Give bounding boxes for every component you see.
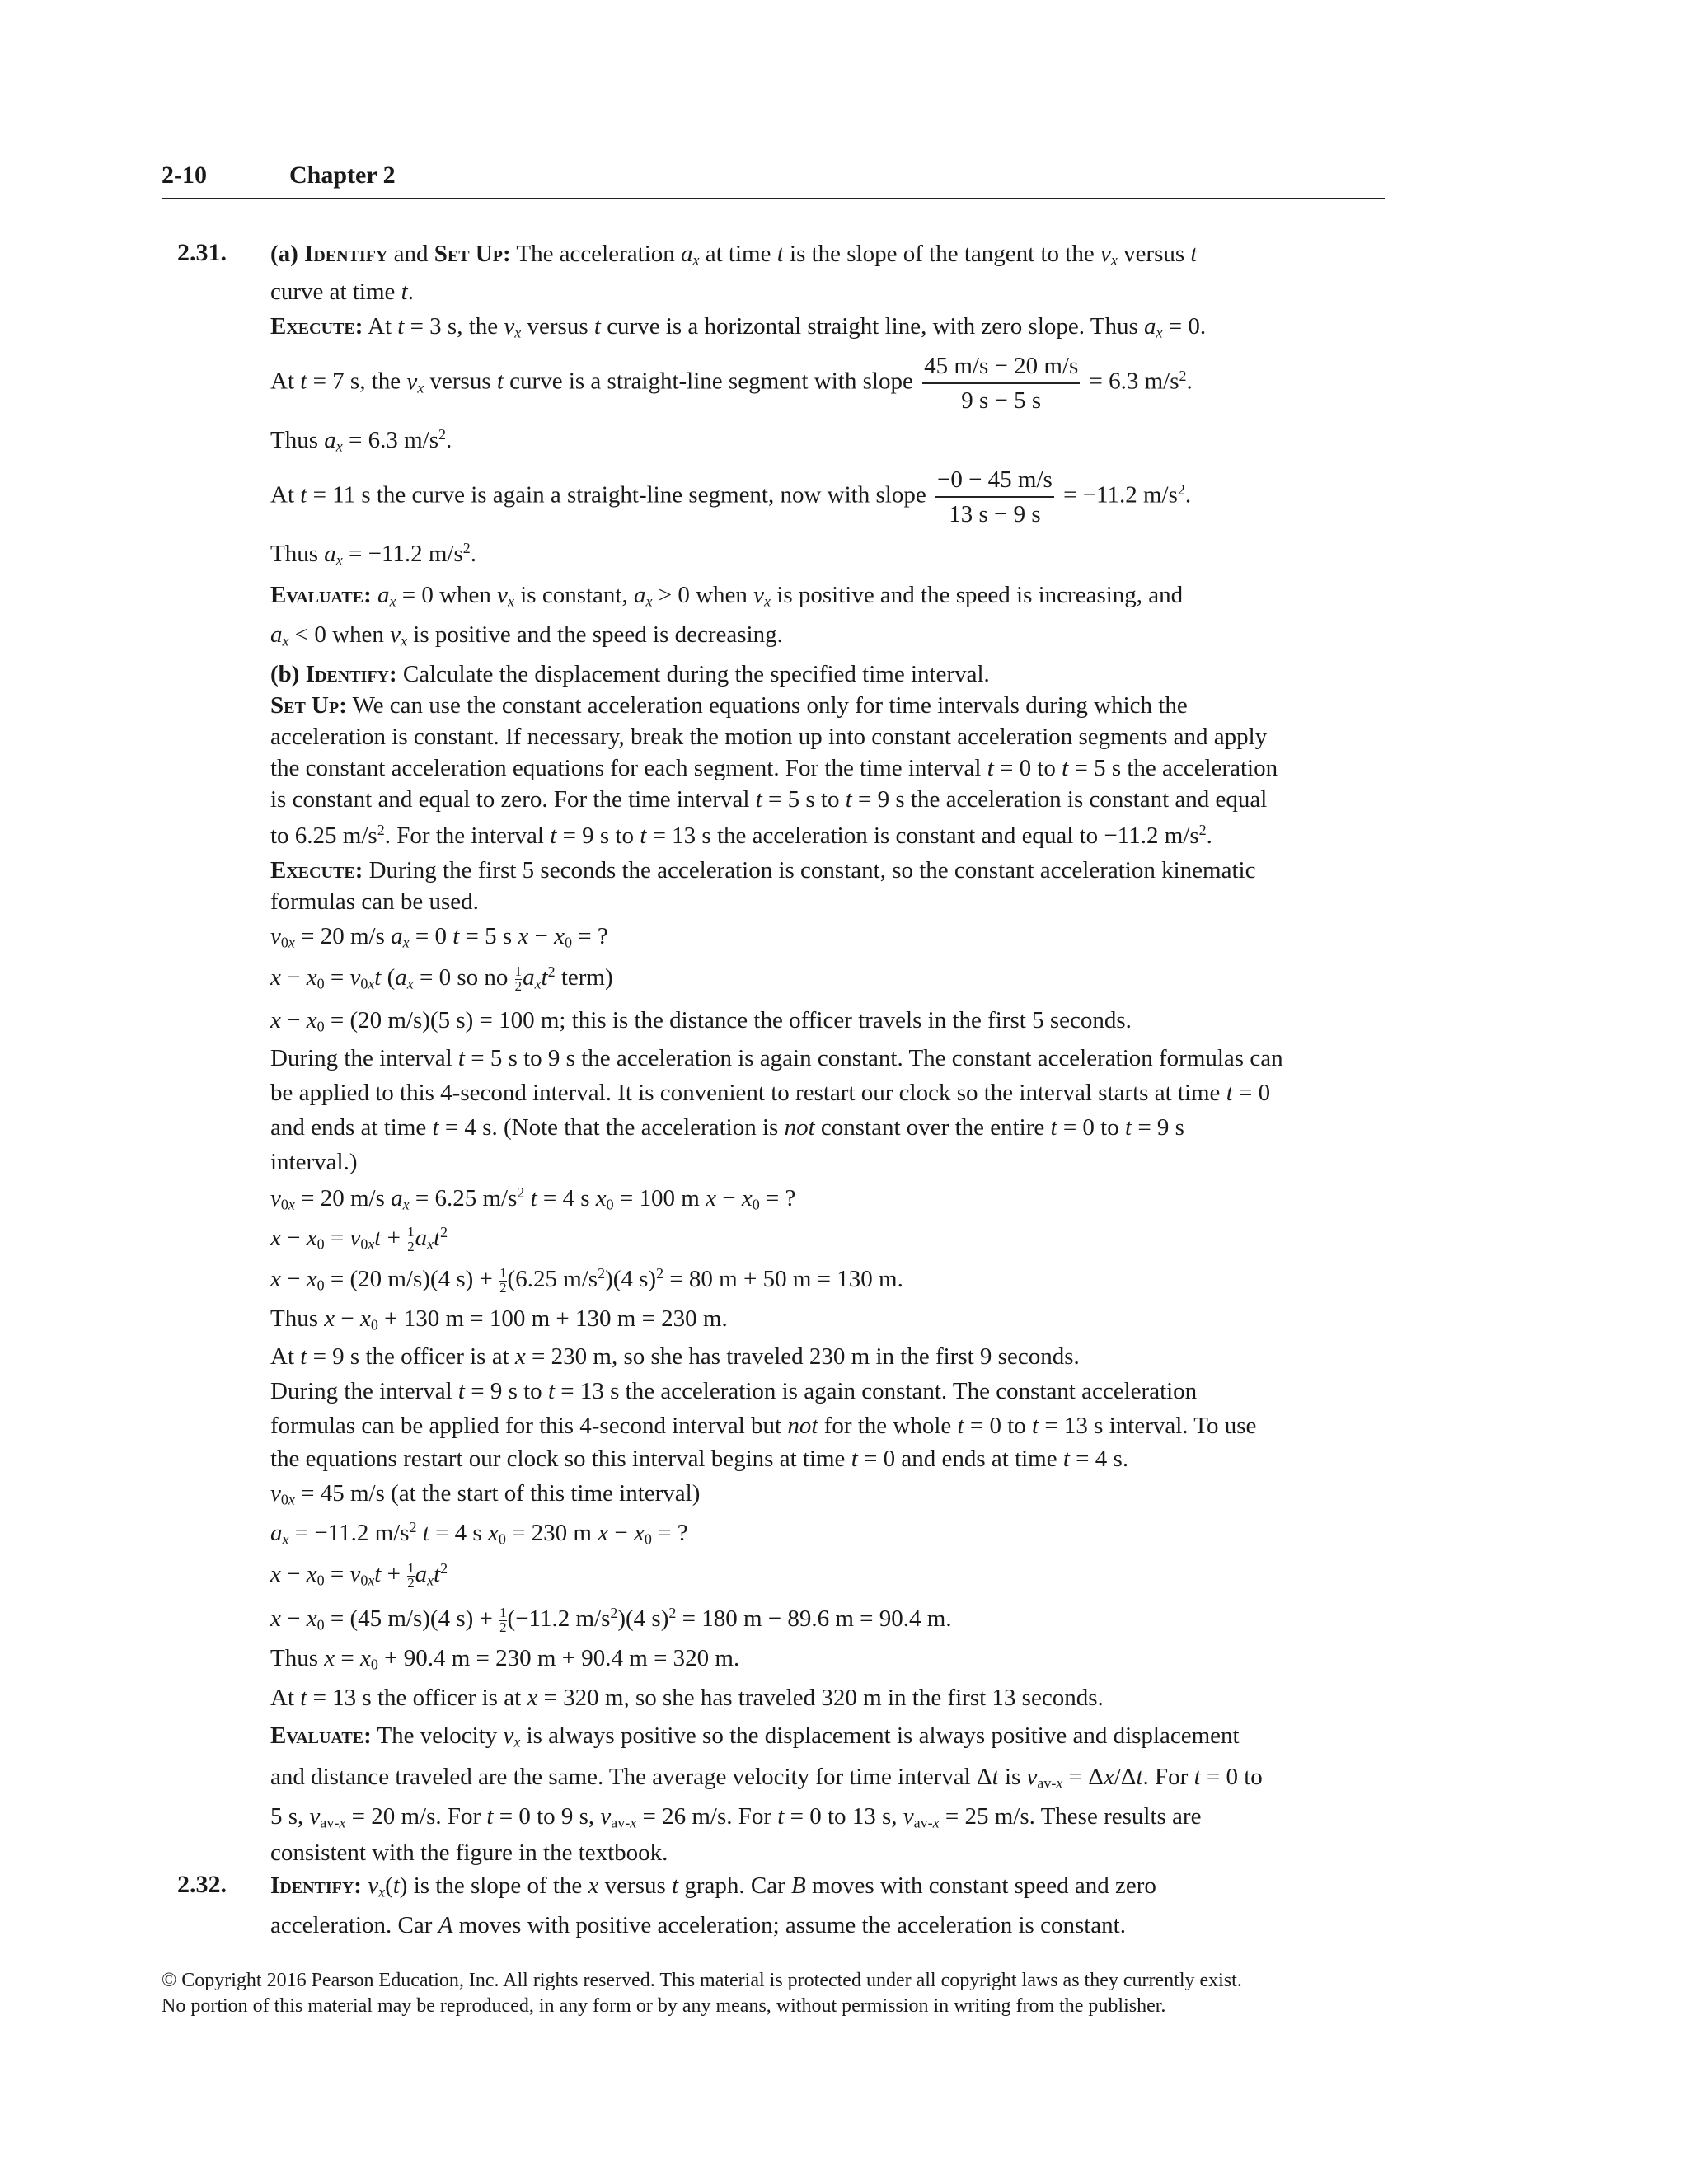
p231-line-26: $x - x_0 = v_{0x}t$ + $\frac{1}{2}$ $a_xt^2$ [270, 1224, 448, 1254]
p231-line-11: Set Up: We can use the constant acceleration equations only for time intervals during which the [270, 692, 1188, 719]
problem-number-2-32: 2.32. [177, 1871, 227, 1898]
p231-line-30: During the interval t = 9 s to t = 13 s the acceleration is again constant. The constant acceleration [270, 1378, 1198, 1404]
slope-fraction-1: $\frac{45 m/s - 20 m/s}{9 s - 5 s}$ [922, 349, 1080, 417]
p231-line-24: interval.) [270, 1149, 358, 1175]
copyright-line-2: No portion of this material may be reproduced, in any form or by any means, without permission in writing from the publisher. [162, 1995, 1166, 2017]
p231-line-8: Evaluate: $a_x = 0$ when $v_x$ is constant, $a_x > 0$ when $v_x$ is positive and the speed is increasing, and [270, 582, 1184, 610]
p231-line-38: At t = 13 s the officer is at x = 320 m, so she has traveled 320 m in the first 13 seconds. [270, 1685, 1104, 1711]
p231-line-20: $x - x_0 = (20$ m/s)(5 s) = 100 m; this is the distance the officer travels in the first 5 seconds. [270, 1007, 1132, 1035]
p231-line-23: and ends at time t = 4 s. (Note that the acceleration is not constant over the entire t = 0 to t = 9 s [270, 1114, 1184, 1141]
p231-line-16: Execute: During the first 5 seconds the acceleration is constant, so the constant acceleration kinematic [270, 857, 1256, 883]
p231-line-39: Evaluate: The velocity $v_x$ is always positive so the displacement is always positive and displacement [270, 1722, 1240, 1750]
problem-number-2-31: 2.31. [177, 239, 227, 266]
p231-line-2: curve at time t. [270, 279, 414, 305]
p231-line-25: $v_{0x} = 20$ m/s $a_x = 6.25$ $m/s^2$ t = 4 s $x_0 = 100$ m $x - x_0$ = ? [270, 1184, 796, 1213]
p231-line-27: $x - x_0 = (20$ m/s)(4 s) + $\frac{1}{2}$ (6.25 $m/s^2)(4$ s)$^2$ = 80 m + 50 m = 130 m. [270, 1265, 903, 1296]
p232-line-2: acceleration. Car A moves with positive acceleration; assume the acceleration is constant. [270, 1912, 1126, 1938]
p231-line-17: formulas can be used. [270, 888, 479, 915]
p231-line-32: the equations restart our clock so this interval begins at time t = 0 and ends at time t = 4 s. [270, 1446, 1129, 1472]
p231-line-41: 5 s, $v_{av-x} = 20$ m/s. For t = 0 to 9 s, $v_{av-x} = 26$ m/s. For t = 0 to 13 s, $v_{av-x} = 25$ m/s. These results are [270, 1803, 1202, 1831]
p231-line-7: Thus $a_x = -11.2$ $m/s^2$. [270, 540, 477, 569]
slope-fraction-2: $\frac{-0 - 45 m/s}{13 s - 9 s}$ [935, 463, 1054, 531]
p231-line-15: to 6.25 $m/s^2$. For the interval t = 9 s to t = 13 s the acceleration is constant and equal to −11.2 $m/s^2$. [270, 822, 1212, 849]
p231-line-14: is constant and equal to zero. For the time interval t = 5 s to t = 9 s the acceleration is constant and equal [270, 786, 1268, 813]
p231-line-6: At t = 11 s the curve is again a straight-line segment, now with slope $\frac{-0 - 45 m/s}{13 s - 9 s}$ = −11.2 $m/s^2$. [270, 463, 1191, 531]
page-number: 2-10 [162, 162, 207, 189]
p231-line-33: $v_{0x} = 45$ m/s (at the start of this time interval) [270, 1480, 701, 1508]
p231-line-29: At t = 9 s the officer is at x = 230 m, so she has traveled 230 m in the first 9 seconds. [270, 1343, 1080, 1370]
p231-line-5: Thus $a_x = 6.3$ $m/s^2$. [270, 426, 452, 455]
p231-line-1: (a) Identify and Set Up: The acceleration $a_x$ at time t is the slope of the tangent to the $v_x$ versus t [270, 241, 1198, 269]
p231-line-12: acceleration is constant. If necessary, break the motion up into constant acceleration segments and apply [270, 724, 1268, 750]
p232-line-1: Identify: $v_x(t)$ is the slope of the x versus t graph. Car B moves with constant speed and zero [270, 1872, 1156, 1900]
p231-line-40: and distance traveled are the same. The average velocity for time interval Δt is $v_{av-x} = \Delta x/\Delta t$. For t = 0 to [270, 1764, 1263, 1792]
p231-line-4: At t = 7 s, the $v_x$ versus t curve is a straight-line segment with slope $\frac{45 m/s - 20 m/s}{9 s - 5 s}$ = 6.3 $m/s^2$. [270, 349, 1193, 417]
p231-line-28: Thus $x - x_0 + 130$ m = 100 m + 130 m = 230 m. [270, 1305, 728, 1333]
p231-line-10: (b) Identify: Calculate the displacement during the specified time interval. [270, 661, 990, 687]
p231-line-21: During the interval t = 5 s to 9 s the acceleration is again constant. The constant acceleration formulas can [270, 1045, 1283, 1071]
p231-line-31: formulas can be applied for this 4-second interval but not for the whole t = 0 to t = 13 s interval. To use [270, 1413, 1257, 1439]
p231-line-42: consistent with the figure in the textbook. [270, 1840, 668, 1866]
half-fraction: $\frac{1}{2}$ [514, 963, 523, 994]
p231-line-9: $a_x < 0$ when $v_x$ is positive and the speed is decreasing. [270, 621, 783, 649]
p231-line-13: the constant acceleration equations for each segment. For the time interval t = 0 to t = 5 s the acceleration [270, 755, 1278, 781]
p231-line-22: be applied to this 4-second interval. It is convenient to restart our clock so the interval starts at time t = 0 [270, 1080, 1271, 1106]
p231-line-19: $x - x_0 = v_{0x}t$ ($a_x = 0$ so no $\frac{1}{2}$ $a_xt^2$ term) [270, 963, 613, 994]
page-header [162, 162, 1385, 199]
copyright-line-1: © Copyright 2016 Pearson Education, Inc. All rights reserved. This material is protected under all copyright laws as they currently exist. [162, 1970, 1242, 1991]
p231-line-35: $x - x_0 = v_{0x}t$ + $\frac{1}{2}$ $a_xt^2$ [270, 1560, 448, 1591]
p231-line-34: $a_x = -11.2$ $m/s^2$ t = 4 s $x_0 = 230$ m $x - x_0$ = ? [270, 1519, 688, 1548]
chapter-title: Chapter 2 [289, 162, 396, 189]
copyright-footer [162, 1968, 1398, 2019]
p231-line-37: Thus $x = x_0 + 90.4$ m = 230 m + 90.4 m = 320 m. [270, 1645, 740, 1673]
p231-line-18: $v_{0x} = 20$ m/s $a_x = 0$ t = 5 s $x - x_0$ = ? [270, 923, 608, 951]
p231-line-36: $x - x_0 = (45$ m/s)(4 s) + $\frac{1}{2}$ (−11.2 $m/s^2)(4$ s)$^2$ = 180 m − 89.6 m = 90.4 m. [270, 1605, 952, 1635]
p231-line-3: Execute: At t = 3 s, the $v_x$ versus t curve is a horizontal straight line, with zero slope. Thus $a_x = 0$. [270, 313, 1207, 341]
